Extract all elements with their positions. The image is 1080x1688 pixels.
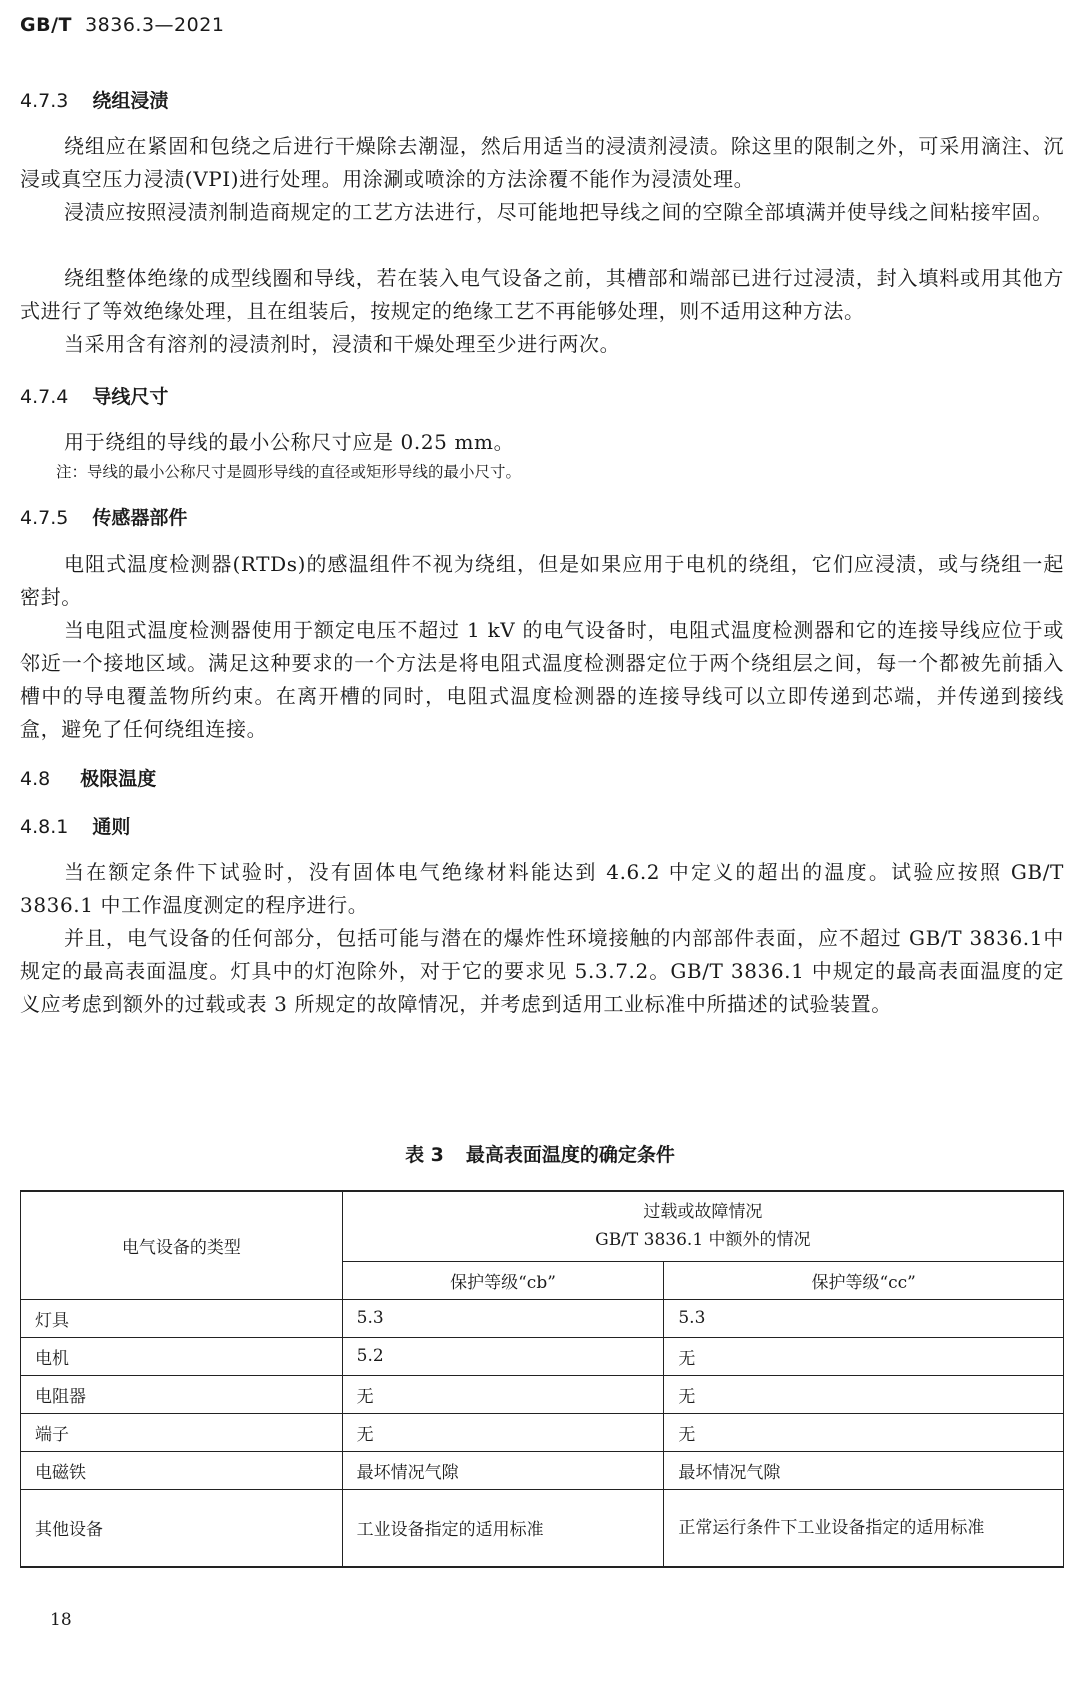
cell-type: 其他设备 — [21, 1489, 343, 1567]
section-heading-4-8-1 — [20, 812, 130, 839]
cell-cb: 无 — [342, 1375, 664, 1413]
paragraph: 当采用含有溶剂的浸渍剂时，浸渍和干燥处理至少进行两次。 — [64, 332, 621, 356]
cell-type: 灯具 — [21, 1299, 343, 1337]
table-title: 最高表面温度的确定条件 — [465, 1144, 675, 1166]
section-number: 4.7.4 — [20, 386, 69, 408]
cell-cc: 无 — [664, 1375, 1064, 1413]
cell-type: 电阻器 — [21, 1375, 343, 1413]
cell-type: 端子 — [21, 1413, 343, 1451]
paragraph: 绕组应在紧固和包绕之后进行干燥除去潮湿，然后用适当的浸渍剂浸渍。除这里的限制之外，可采用滴注、沉浸或真空压力浸渍(VPI)进行处理。用涂涮或喷涂的方法涂覆不能作为浸渍处理。 — [20, 134, 1064, 191]
paragraph: 电阻式温度检测器(RTDs)的感温组件不视为绕组，但是如果应用于电机的绕组，它们应浸渍，或与绕组一起密封。 — [20, 552, 1064, 609]
section-heading-4-7-4 — [20, 382, 168, 409]
note: 注：导线的最小公称尺寸是圆形导线的直径或矩形导线的最小尺寸。 — [56, 463, 522, 481]
cell-cc: 5.3 — [664, 1299, 1064, 1337]
paragraph: 并且，电气设备的任何部分，包括可能与潜在的爆炸性环境接触的内部部件表面，应不超过 GB/T 3836.1中规定的最高表面温度。灯具中的灯泡除外，对于它的要求见 5.3.7.2。GB/T 3836.1 中规定的最高表面温度的定义应考虑到额外的过载或表 3 所规定的故障情况，并考虑到适用工业标准中所描述的试验装置。 — [20, 926, 1064, 1016]
header-fault-conditions — [342, 1191, 1063, 1261]
section-title: 导线尺寸 — [92, 386, 169, 408]
cell-cb: 5.3 — [342, 1299, 664, 1337]
cell-cc: 正常运行条件下工业设备指定的适用标准 — [664, 1489, 1064, 1567]
header-equipment-type: 电气设备的类型 — [21, 1191, 343, 1299]
cell-cc: 最坏情况气隙 — [664, 1451, 1064, 1489]
paragraph: 当在额定条件下试验时，没有固体电气绝缘材料能达到 4.6.2 中定义的超出的温度。试验应按照 GB/T 3836.1 中工作温度测定的程序进行。 — [20, 860, 1064, 917]
header-protection-cc: 保护等级“cc” — [664, 1261, 1064, 1299]
table-row — [21, 1337, 1064, 1375]
table-row — [21, 1299, 1064, 1337]
cell-cb: 工业设备指定的适用标准 — [342, 1489, 664, 1567]
max-surface-temperature-table — [20, 1190, 1064, 1568]
cell-type: 电机 — [21, 1337, 343, 1375]
section-title: 通则 — [92, 816, 131, 838]
table-caption — [0, 1140, 1080, 1167]
cell-cb: 最坏情况气隙 — [342, 1451, 664, 1489]
page-number: 18 — [50, 1610, 72, 1630]
section-number: 4.7.3 — [20, 90, 69, 112]
cell-cb: 5.2 — [342, 1337, 664, 1375]
section-heading-4-7-3 — [20, 86, 168, 113]
section-number: 4.8 — [20, 768, 51, 790]
header-fault-line-1: 过载或故障情况 — [643, 1202, 763, 1223]
cell-type: 电磁铁 — [21, 1451, 343, 1489]
section-title: 极限温度 — [80, 768, 157, 790]
paragraph: 用于绕组的导线的最小公称尺寸应是 0.25 mm。 — [64, 430, 515, 454]
cell-cb: 无 — [342, 1413, 664, 1451]
section-heading-4-7-5 — [20, 503, 187, 530]
section-title: 绕组浸渍 — [92, 90, 169, 112]
paragraph: 绕组整体绝缘的成型线圈和导线，若在装入电气设备之前，其槽部和端部已进行过浸渍，封入填料或用其他方式进行了等效绝缘处理，且在组装后，按规定的绝缘工艺不再能够处理，则不适用这种方法。 — [20, 266, 1064, 323]
cell-cc: 无 — [664, 1413, 1064, 1451]
table-row — [21, 1489, 1064, 1567]
paragraph: 浸渍应按照浸渍剂制造商规定的工艺方法进行，尽可能地把导线之间的空隙全部填满并使导线之间粘接牢固。 — [64, 200, 1053, 224]
page-header — [20, 14, 224, 36]
table-number: 表 3 — [405, 1144, 444, 1166]
table-row — [21, 1413, 1064, 1451]
header-fault-line-2: GB/T 3836.1 中额外的情况 — [595, 1230, 811, 1251]
table-row — [21, 1375, 1064, 1413]
cell-cc: 无 — [664, 1337, 1064, 1375]
section-number: 4.7.5 — [20, 507, 69, 529]
section-heading-4-8 — [20, 764, 156, 791]
header-protection-cb: 保护等级“cb” — [342, 1261, 664, 1299]
section-number: 4.8.1 — [20, 816, 69, 838]
section-title: 传感器部件 — [92, 507, 188, 529]
table-row — [21, 1451, 1064, 1489]
standard-code: GB/T — [20, 14, 72, 36]
paragraph: 当电阻式温度检测器使用于额定电压不超过 1 kV 的电气设备时，电阻式温度检测器和它的连接导线应位于或邻近一个接地区域。满足这种要求的一个方法是将电阻式温度检测器定位于两个绕组层之间，每一个都被先前插入槽中的导电覆盖物所约束。在离开槽的同时，电阻式温度检测器的连接导线可以立即传递到芯端，并传递到接线盒，避免了任何绕组连接。 — [20, 618, 1064, 741]
standard-number: 3836.3—2021 — [85, 14, 225, 36]
